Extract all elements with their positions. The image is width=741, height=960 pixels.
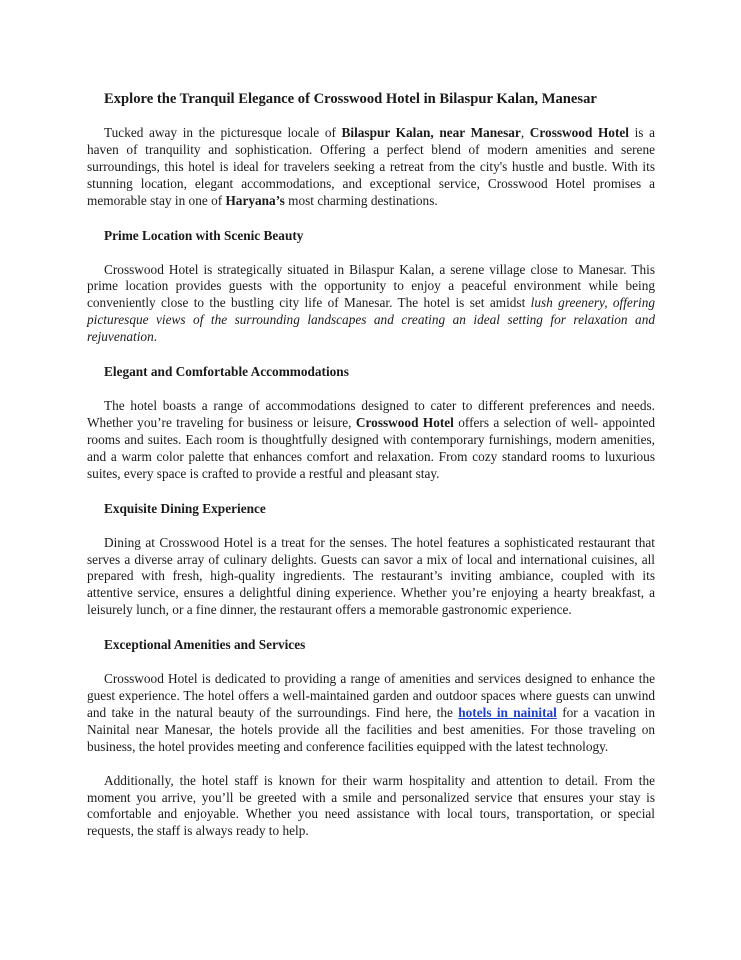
section-heading-location: Prime Location with Scenic Beauty	[104, 227, 304, 243]
location-paragraph	[87, 262, 655, 347]
staff-paragraph: Additionally, the hotel staff is known for their warm hospitality and attention to detail. From the moment you arrive, you’ll be greeted with a smile and personalized service that ensures your stay is comfortable and enjoyable. Whether you need assistance with local tours, transportation, or special requests, the staff is always ready to help.	[87, 772, 655, 839]
section-heading-amenities: Exceptional Amenities and Services	[104, 637, 306, 653]
accommodations-text-1: The hotel boasts a range of accommodations designed to cater to different preferences and needs. Whether you’re traveling for business or leisure,	[87, 398, 655, 430]
section-heading-dining: Exquisite Dining Experience	[104, 500, 266, 516]
intro-paragraph	[87, 125, 655, 210]
section-heading-accommodations: Elegant and Comfortable Accommodations	[104, 364, 349, 380]
page-title: Explore the Tranquil Elegance of Crosswood Hotel in Bilaspur Kalan, Manesar	[104, 91, 597, 107]
amenities-paragraph	[87, 671, 655, 756]
accommodations-bold-hotel: Crosswood Hotel	[355, 414, 454, 430]
intro-bold-hotel: Crosswood Hotel	[529, 125, 629, 140]
accommodations-paragraph	[87, 398, 655, 483]
location-text-2: .	[153, 329, 158, 345]
accommodations-text-2: offers a selection of well- appointed rooms and suites. Each room is thoughtfully designed with contemporary furnishings, modern amenities, and a warm color palette that enhances comfort and relaxation. From cozy standard rooms to luxurious suites, every space is crafted to provide a restful and pleasant stay.	[87, 414, 655, 481]
intro-text-3: is a haven of tranquility and sophistication. Offering a perfect blend of modern amenities and serene surroundings, this hotel is ideal for travelers seeking a retreat from the city's hustle and bustle. With its stunning location, elegant accommodations, and exceptional service, Crosswood Hotel promises a memorable stay in one of	[87, 125, 656, 208]
intro-text-2: ,	[520, 125, 530, 140]
intro-bold-haryana: Haryana’s	[225, 192, 285, 208]
amenities-text-2: for a vacation in Nainital near Manesar, the hotels provide all the facilities and best amenities. For those traveling on business, the hotel provides meeting and conference facilities equipped with the latest technology.	[87, 704, 655, 754]
intro-text-4: most charming destinations.	[284, 192, 438, 208]
intro-text-1: Tucked away in the picturesque locale of	[104, 125, 342, 140]
dining-paragraph: Dining at Crosswood Hotel is a treat for the senses. The hotel features a sophisticated restaurant that serves a diverse array of culinary delights. Guests can savor a mix of local and international cuisines, all prepared with fresh, high-quality ingredients. The restaurant’s inviting ambiance, coupled with its attentive service, ensures a delightful dining experience. Whether you’re enjoying a hearty breakfast, a leisurely lunch, or a fine dinner, the restaurant offers a memorable gastronomic experience.	[87, 534, 655, 618]
amenities-text-1: Crosswood Hotel is dedicated to providing a range of amenities and services designed to enhance the guest experience. The hotel offers a well-maintained garden and outdoor spaces where guests can unwind and take in the natural beauty of the surroundings. Find here, the	[87, 671, 655, 720]
document-page	[87, 90, 655, 857]
location-text-1: Crosswood Hotel is strategically situated in Bilaspur Kalan, a serene village close to Manesar. This prime location provides guests with the opportunity to enjoy a peaceful environment while being conveniently close to the bustling city life of Manesar. The hotel is set amidst	[87, 261, 655, 311]
location-italic-text: lush greenery, offering picturesque views of the surrounding landscapes and creating an ideal setting for relaxation and rejuvenation	[87, 295, 655, 345]
hotels-in-nainital-link[interactable]: hotels in nainital	[458, 704, 557, 720]
intro-bold-location: Bilaspur Kalan, near Manesar	[341, 125, 521, 140]
